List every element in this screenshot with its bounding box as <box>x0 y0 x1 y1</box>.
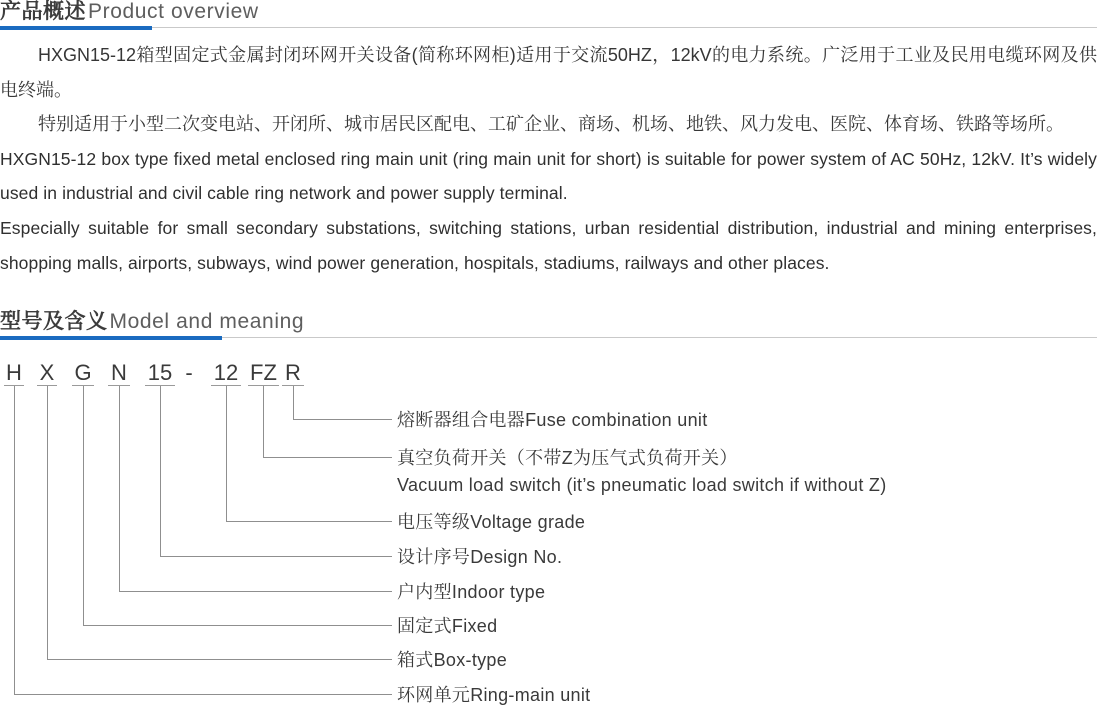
model-section-title <box>0 310 1097 334</box>
legend-en-fixed: Fixed <box>451 616 498 636</box>
legend-zh-design: 设计序号 <box>397 547 471 567</box>
legend-en-design: Design No. <box>470 547 563 567</box>
legend-zh-vacuum: 真空负荷开关（不带Z为压气式负荷开关） <box>397 448 738 468</box>
model-title-zh: 型号及含义 <box>0 310 108 333</box>
model-code-diagram <box>0 358 1100 708</box>
legend-en-voltage: Voltage grade <box>470 512 586 532</box>
overview-title-zh: 产品概述 <box>0 0 86 23</box>
overview-title-rule-accent <box>0 26 152 30</box>
legend-en-fuse: Fuse combination unit <box>525 410 708 430</box>
legend-item-fuse-combination-unit <box>397 407 708 433</box>
overview-title-rule <box>0 26 1097 31</box>
legend-en-ring: Ring-main unit <box>470 685 591 705</box>
code-part-fz: FZ <box>248 360 279 386</box>
legend-item-vacuum-load-switch <box>397 445 887 499</box>
code-part-hyphen: - <box>185 360 193 385</box>
overview-paragraph-en-1: HXGN15-12 box type fixed metal enclosed ring main unit (ring main unit for short) is suitable for power system of AC 50Hz, 12kV. It’s widely used in industrial and civil cable ring network and power supply terminal. <box>0 148 1097 204</box>
legend-zh-ring: 环网单元 <box>397 685 471 705</box>
model-title-rule <box>0 336 1097 341</box>
code-part-15: 15 <box>145 360 175 386</box>
model-section-header <box>0 310 1097 341</box>
legend-zh-indoor: 户内型 <box>397 582 452 602</box>
code-part-h: H <box>4 360 24 386</box>
overview-section-header <box>0 0 1097 31</box>
connector-h <box>14 386 392 695</box>
legend-item-box-type <box>397 647 507 673</box>
legend-zh-fixed: 固定式 <box>397 616 452 636</box>
model-title-en: Model and meaning <box>109 310 305 333</box>
overview-body <box>0 38 1097 280</box>
code-part-g: G <box>72 360 94 386</box>
legend-en-vacuum: Vacuum load switch (it’s pneumatic load switch if without Z) <box>397 475 887 495</box>
legend-item-voltage-grade <box>397 509 585 535</box>
model-title-rule-accent <box>0 336 222 340</box>
legend-en-box: Box-type <box>433 650 508 670</box>
overview-title-en: Product overview <box>88 0 259 23</box>
overview-section-title <box>0 0 1097 24</box>
overview-paragraph-en-2: Especially suitable for small secondary substations, switching stations, urban residential distribution, industrial and mining enterprises, shopping malls, airports, subways, wind power generation, hospitals, stadiums, railways and other places. <box>0 217 1097 273</box>
overview-paragraph-zh-2: 特别适用于小型二次变电站、开闭所、城市居民区配电、工矿企业、商场、机场、地铁、风力发电、医院、体育场、铁路等场所。 <box>38 114 1064 135</box>
legend-item-design-no <box>397 544 562 570</box>
legend-zh-voltage: 电压等级 <box>397 512 471 532</box>
legend-zh-box: 箱式 <box>397 650 434 670</box>
code-part-r: R <box>282 360 304 386</box>
legend-item-fixed <box>397 613 497 639</box>
code-part-12: 12 <box>211 360 241 386</box>
legend-en-indoor: Indoor type <box>451 582 546 602</box>
legend-item-indoor-type <box>397 579 545 605</box>
code-part-n: N <box>108 360 130 386</box>
legend-zh-fuse: 熔断器组合电器 <box>397 410 526 430</box>
overview-paragraph-zh-1: HXGN15-12箱型固定式金属封闭环网开关设备(简称环网柜)适用于交流50HZ，12kV的电力系统。广泛用于工业及民用电缆环网及供电终端。 <box>0 45 1097 100</box>
code-part-x: X <box>37 360 57 386</box>
legend-item-ring-main-unit <box>397 682 590 708</box>
